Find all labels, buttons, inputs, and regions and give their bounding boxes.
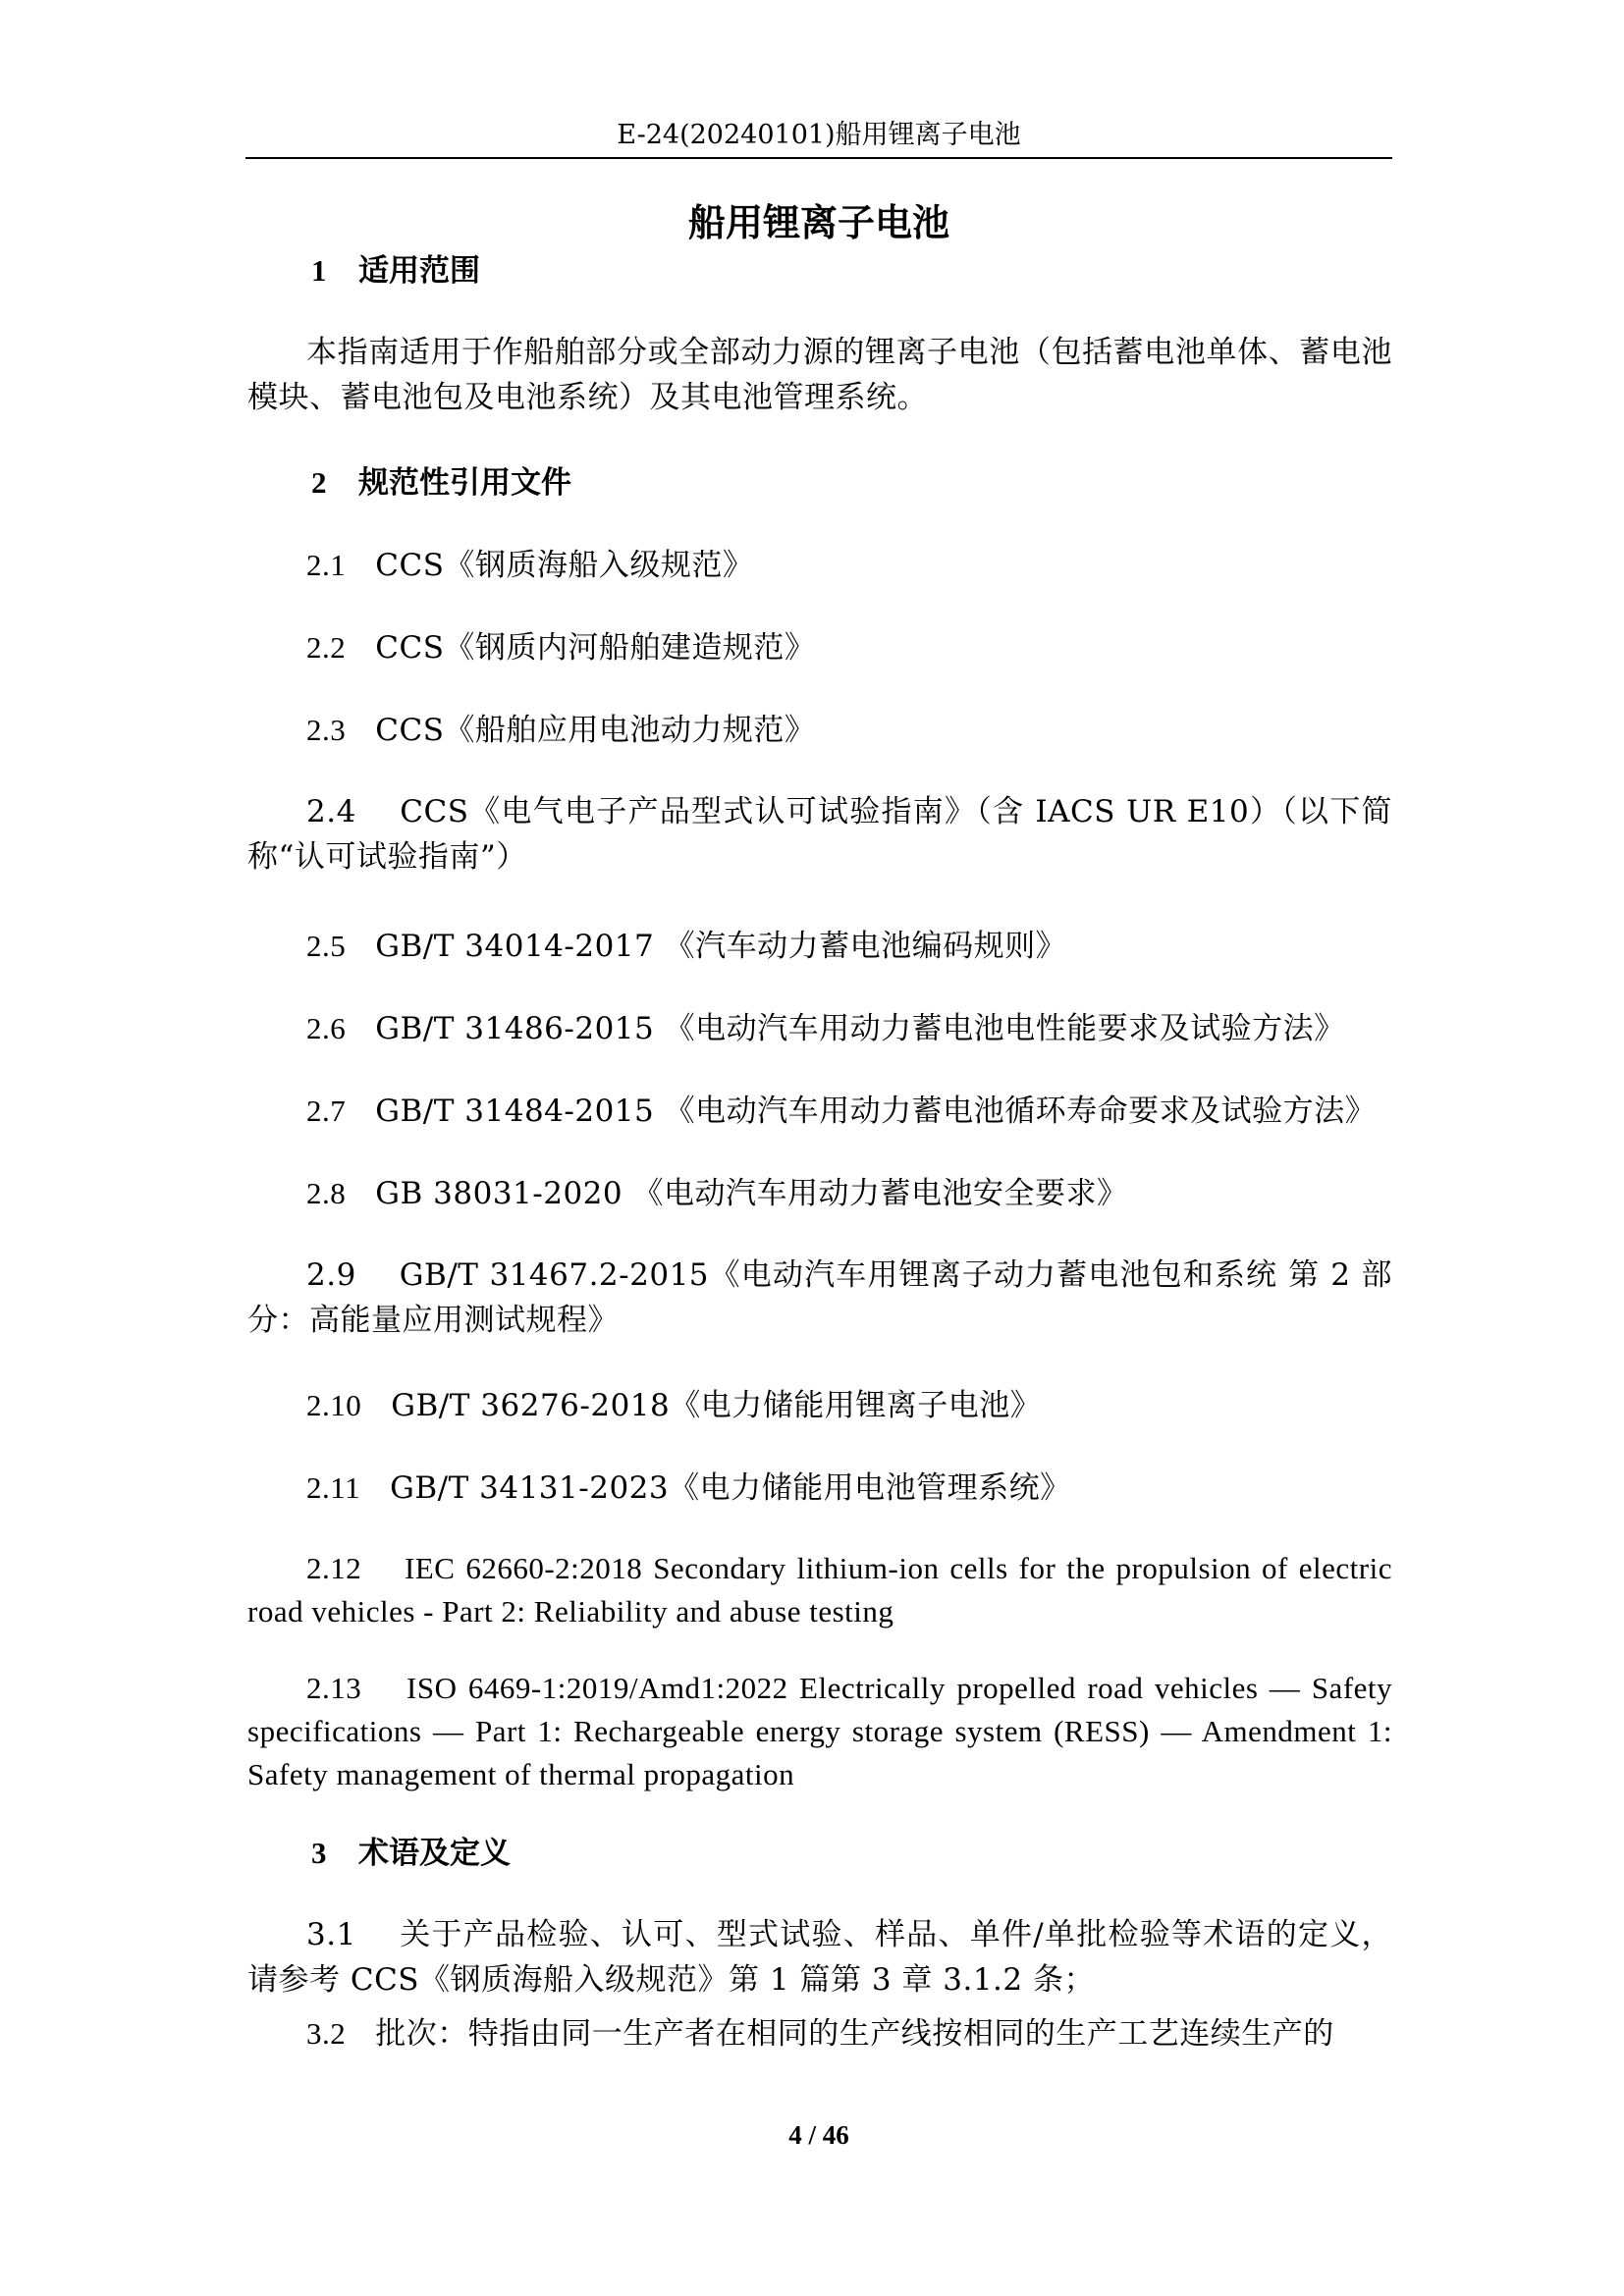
reference-item xyxy=(306,1468,1071,1508)
reference-item xyxy=(247,1253,1392,1343)
running-header: E-24(20240101)船用锂离子电池 xyxy=(617,120,1021,150)
section-number: 3 xyxy=(311,1836,327,1870)
ref-text: GB/T 36276-2018《电力储能用锂离子电池》 xyxy=(391,1388,1042,1423)
definition-item xyxy=(306,2014,1334,2054)
section-number: 2 xyxy=(311,465,327,500)
ref-text: ISO 6469-1:2019/Amd1:2022 Electrically propelled road vehicles — Safety specifications — Part 1: Rechargeable energy storage system (RESS) — Amendment 1: Safety management of thermal propagation xyxy=(247,1671,1393,1791)
definition-number: 3.1 xyxy=(306,1917,356,1952)
reference-item xyxy=(306,927,1066,966)
section-title: 适用范围 xyxy=(358,253,480,289)
reference-item xyxy=(306,1009,1345,1048)
definition-text: 关于产品检验、认可、型式试验、样品、单件/单批检验等术语的定义，请参考 CCS《钢质海船入级规范》第 1 篇第 3 章 3.1.2 条； xyxy=(247,1917,1392,1998)
document-title: 船用锂离子电池 xyxy=(687,201,949,244)
reference-item xyxy=(306,628,815,667)
ref-number: 2.11 xyxy=(306,1470,361,1505)
definition-number: 3.2 xyxy=(306,2016,347,2051)
ref-number: 2.4 xyxy=(306,794,356,829)
reference-item xyxy=(247,1547,1392,1633)
reference-item xyxy=(247,789,1392,880)
ref-number: 2.1 xyxy=(306,548,347,582)
reference-item xyxy=(247,1667,1392,1796)
section-2-heading xyxy=(311,463,571,503)
section-3-heading xyxy=(311,1834,511,1873)
reference-item xyxy=(306,1386,1041,1425)
ref-number: 2.8 xyxy=(306,1176,347,1210)
ref-text: GB/T 31486-2015 《电动汽车用动力蓄电池电性能要求及试验方法》 xyxy=(375,1011,1345,1046)
ref-text: GB/T 31467.2-2015《电动汽车用锂离子动力蓄电池包和系统 第 2 部分：高能量应用测试规程》 xyxy=(247,1257,1392,1338)
ref-number: 2.7 xyxy=(306,1094,347,1128)
ref-number: 2.6 xyxy=(306,1011,347,1045)
page-number: 4 / 46 xyxy=(788,2120,849,2150)
section-1-body: 本指南适用于作船舶部分或全部动力源的锂离子电池（包括蓄电池单体、蓄电池模块、蓄电池包及电池系统）及其电池管理系统。 xyxy=(247,335,1392,415)
ref-number: 2.2 xyxy=(306,630,347,665)
ref-text: CCS《钢质海船入级规范》 xyxy=(375,548,754,583)
reference-item xyxy=(306,1174,1127,1213)
ref-text: GB/T 34014-2017 《汽车动力蓄电池编码规则》 xyxy=(375,929,1067,964)
ref-number: 2.10 xyxy=(306,1388,362,1422)
reference-item xyxy=(306,711,815,750)
section-number: 1 xyxy=(311,253,327,288)
reference-item xyxy=(306,546,753,585)
reference-item xyxy=(306,1092,1376,1131)
ref-text: GB/T 34131-2023《电力储能用电池管理系统》 xyxy=(390,1470,1071,1506)
header-divider xyxy=(245,157,1392,159)
ref-text: GB/T 31484-2015 《电动汽车用动力蓄电池循环寿命要求及试验方法》 xyxy=(375,1094,1377,1129)
section-title: 规范性引用文件 xyxy=(358,465,571,501)
definition-item xyxy=(247,1912,1392,2002)
ref-text: IEC 62660-2:2018 Secondary lithium-ion cells for the propulsion of electric road vehicles - Part 2: Reliability and abuse testing xyxy=(247,1551,1392,1629)
ref-text: CCS《船舶应用电池动力规范》 xyxy=(375,713,816,748)
ref-text: CCS《钢质内河船舶建造规范》 xyxy=(375,630,816,666)
ref-number: 2.5 xyxy=(306,929,347,963)
ref-text: CCS《电气电子产品型式认可试验指南》（含 IACS UR E10）（以下简称“认可试验指南”） xyxy=(247,794,1392,875)
definition-text: 批次：特指由同一生产者在相同的生产线按相同的生产工艺连续生产的 xyxy=(375,2016,1334,2052)
ref-number: 2.13 xyxy=(306,1671,362,1705)
ref-number: 2.3 xyxy=(306,713,347,747)
section-1-heading xyxy=(311,251,480,291)
ref-number: 2.12 xyxy=(306,1551,362,1585)
ref-number: 2.9 xyxy=(306,1257,356,1293)
ref-text: GB 38031-2020 《电动汽车用动力蓄电池安全要求》 xyxy=(375,1176,1128,1211)
section-title: 术语及定义 xyxy=(358,1836,511,1871)
